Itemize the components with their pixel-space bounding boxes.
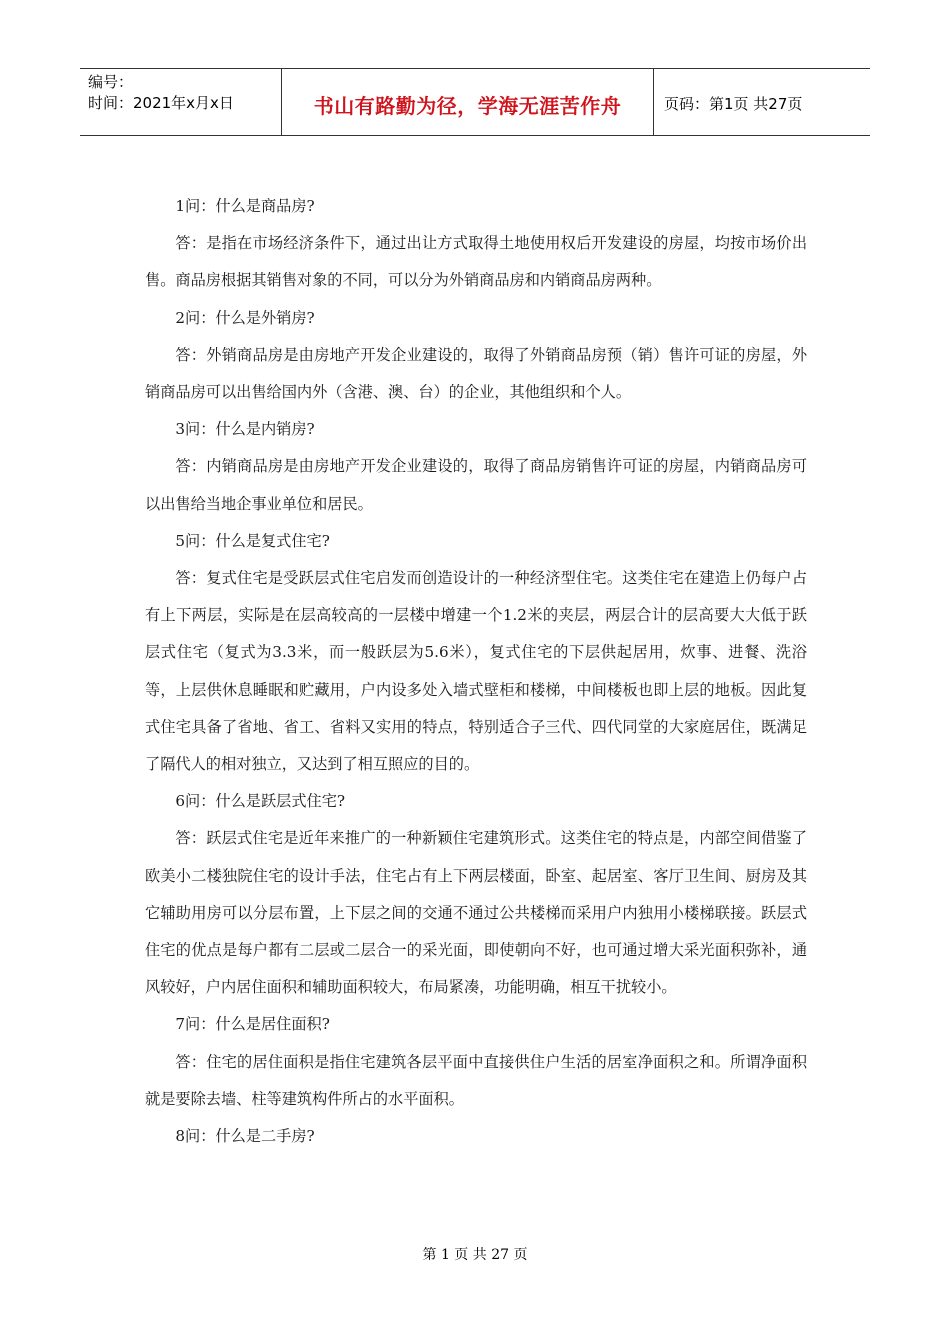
question-7: 7问：什么是居住面积? [175,1015,330,1034]
question-3: 3问：什么是内销房? [175,420,315,439]
page-footer: 第 1 页 共 27 页 [422,1247,528,1263]
question-5: 5问：什么是复式住宅? [175,531,330,550]
header-info-cell [80,69,282,135]
header-page-number: 页码：第1页 共27页 [664,94,803,113]
page-header [80,68,870,136]
question-8: 8问：什么是二手房? [175,1127,315,1146]
answer-5: 答：复式住宅是受跃层式住宅启发而创造设计的一种经济型住宅。这类住宅在建造上仍每户占有上下两层，实际是在层高较高的一层楼中增建一个1.2米的夹层，两层合计的层高要大大低于跃层式住宅（复式为3.3米，而一般跃层为5.6米），复式住宅的下层供起居用，炊事、进餐、洗浴等，上层供休息睡眠和贮藏用，户内设多处入墙式壁柜和楼梯，中间楼板也即上层的地板。因此复式住宅具备了省地、省工、省料又实用的特点，特别适合子三代、四代同堂的大家庭居住，既满足了隔代人的相对独立，又达到了相互照应的目的。 [145,569,807,774]
answer-1: 答：是指在市场经济条件下，通过出让方式取得土地使用权后开发建设的房屋，均按市场价出售。商品房根据其销售对象的不同，可以分为外销商品房和内销商品房两种。 [145,234,807,290]
serial-number-label: 编号： [88,73,134,91]
date-label: 时间：2021年x月x日 [88,94,234,112]
document-body [145,188,807,1155]
question-1: 1问：什么是商品房? [175,197,315,215]
answer-6: 答：跃层式住宅是近年来推广的一种新颖住宅建筑形式。这类住宅的特点是，内部空间借鉴了欧美小二楼独院住宅的设计手法，住宅占有上下两层楼面，卧室、起居室、客厅卫生间、厨房及其它辅助用房可以分层布置，上下层之间的交通不通过公共楼梯而采用户内独用小楼梯联接。跃层式住宅的优点是每户都有二层或二层合一的采光面，即使朝向不好，也可通过增大采光面积弥补，通风较好，户内居住面积和辅助面积较大，布局紧凑，功能明确，相互干扰较小。 [145,829,807,997]
question-2: 2问：什么是外销房? [175,308,315,327]
answer-7: 答：住宅的居住面积是指住宅建筑各层平面中直接供住户生活的居室净面积之和。所谓净面积就是要除去墙、柱等建筑构件所占的水平面积。 [145,1052,807,1108]
header-motto: 书山有路勤为径，学海无涯苦作舟 [282,69,654,135]
answer-2: 答：外销商品房是由房地产开发企业建设的，取得了外销商品房预（销）售许可证的房屋，外销商品房可以出售给国内外（含港、澳、台）的企业，其他组织和个人。 [145,345,807,402]
answer-3: 答：内销商品房是由房地产开发企业建设的，取得了商品房销售许可证的房屋，内销商品房可以出售给当地企事业单位和居民。 [145,457,807,513]
question-6: 6问：什么是跃层式住宅? [175,792,346,811]
